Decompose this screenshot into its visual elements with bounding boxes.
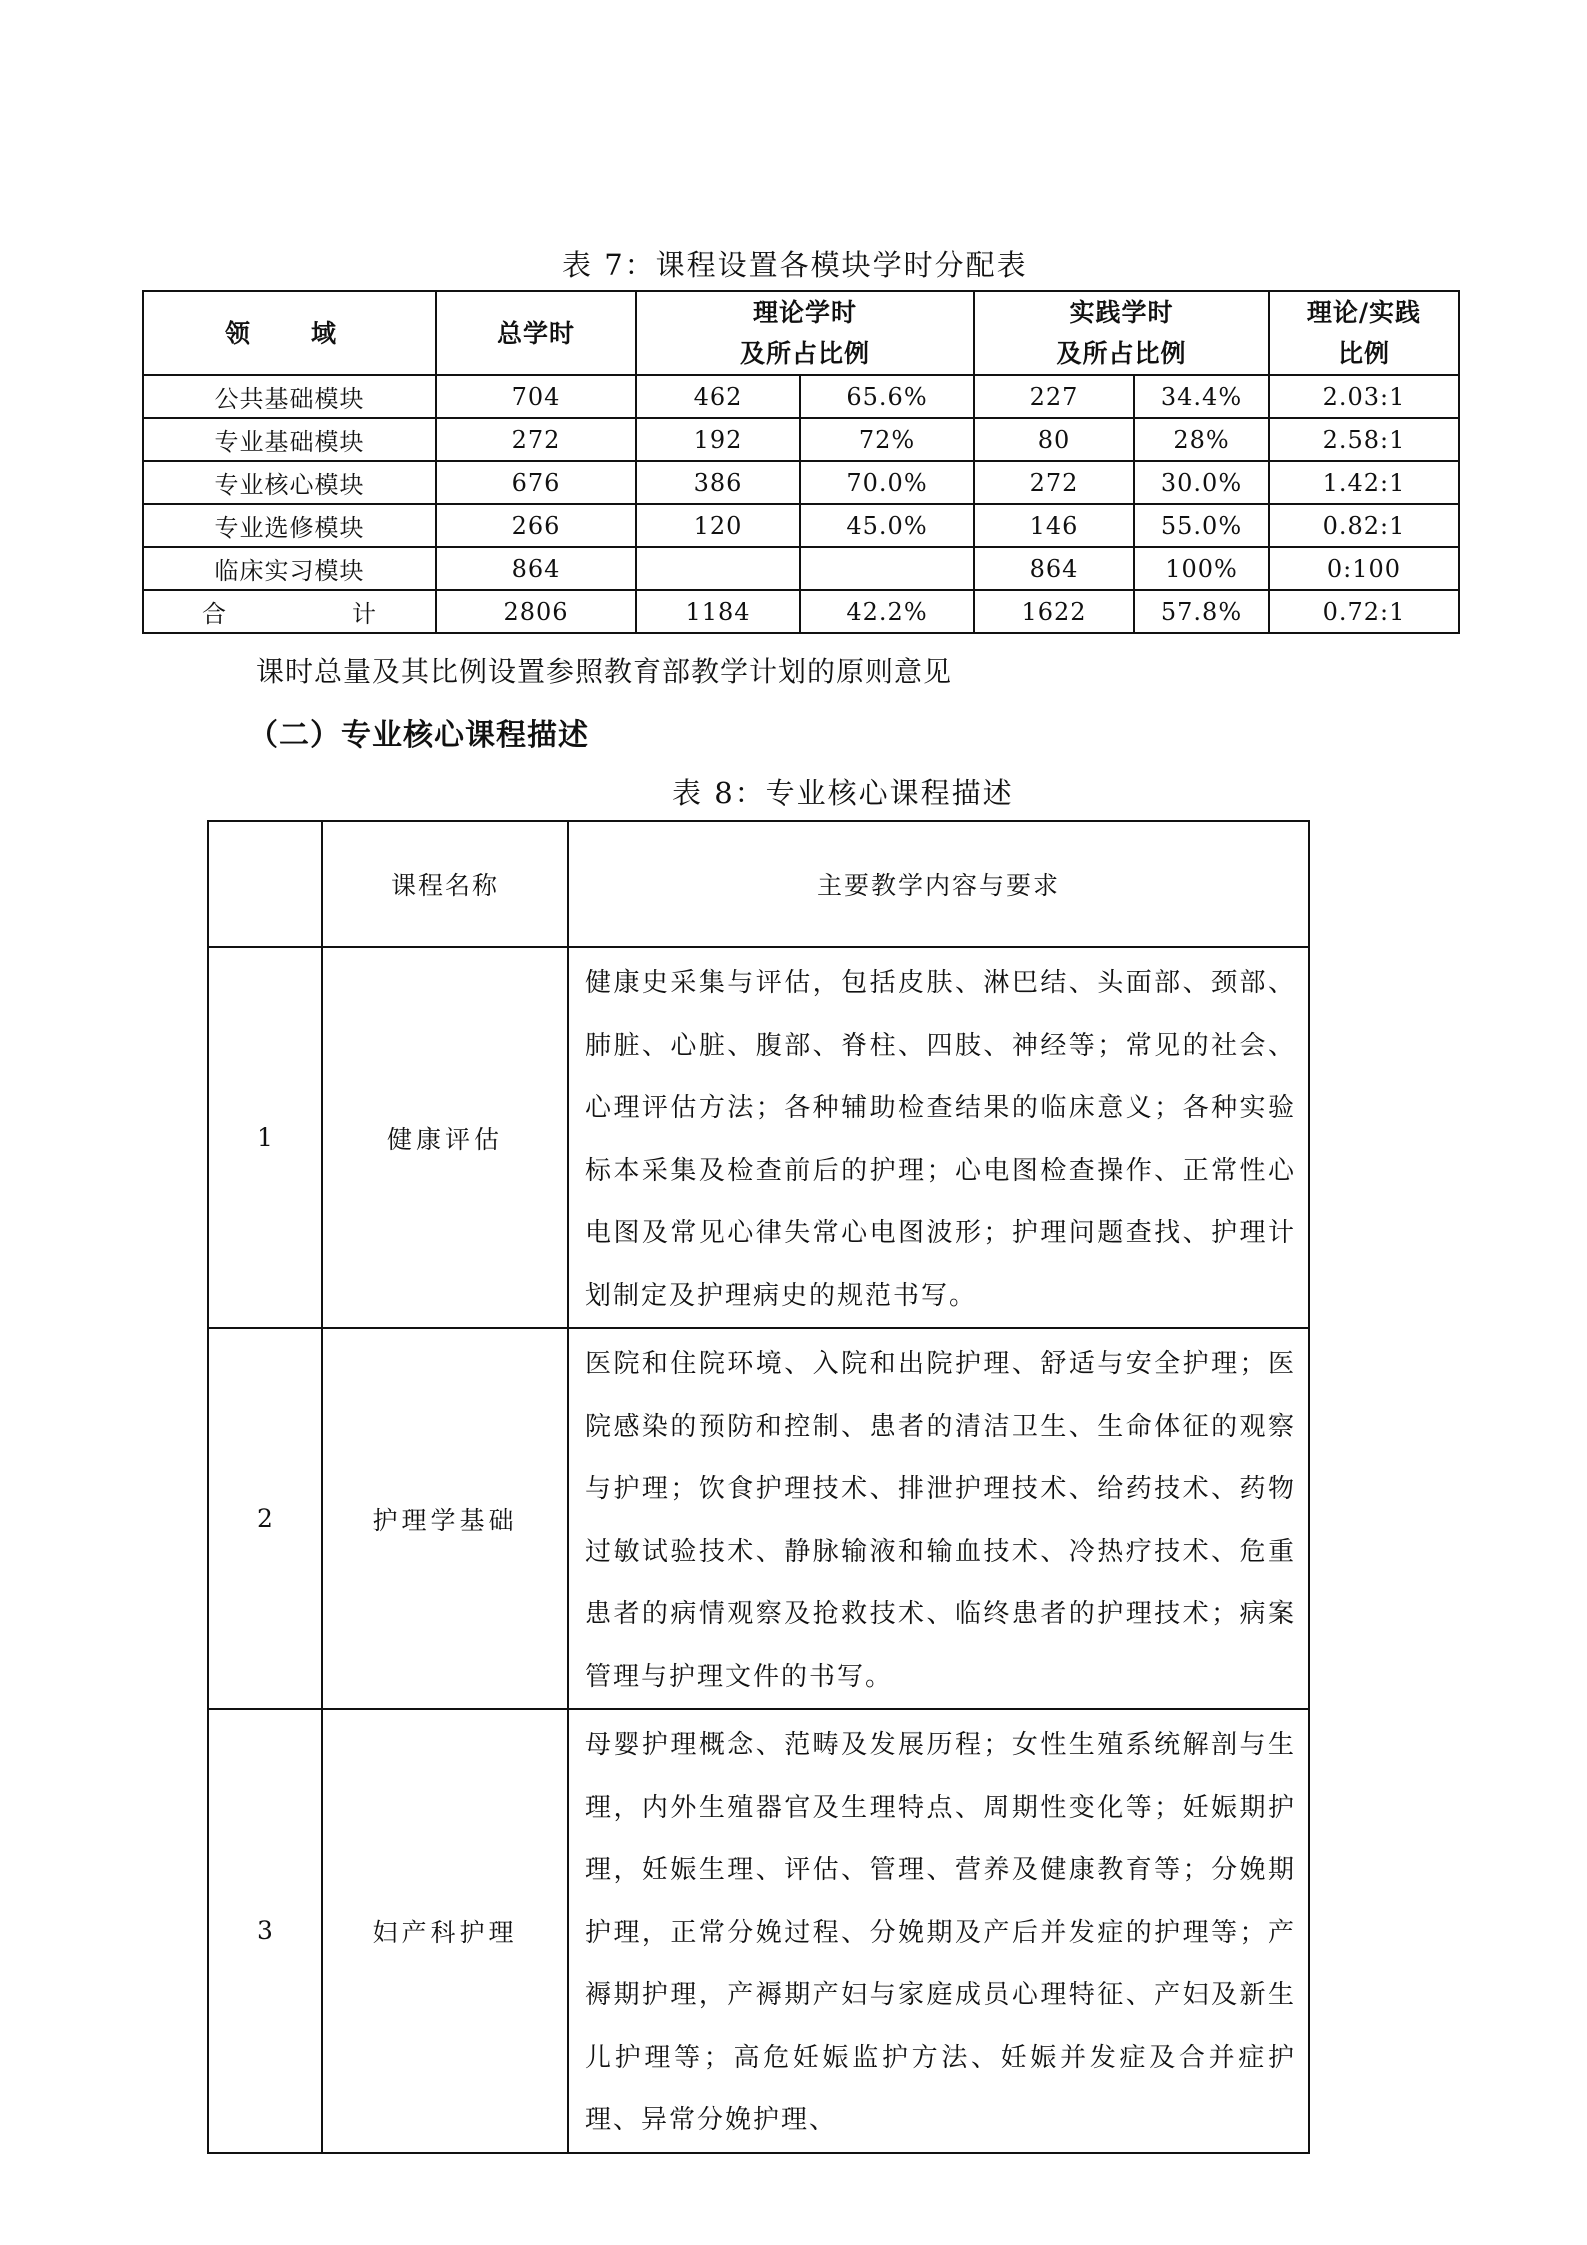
cell-domain: 临床实习模块 bbox=[143, 547, 436, 590]
note-paragraph: 课时总量及其比例设置参照教育部教学计划的原则意见 bbox=[256, 655, 953, 688]
module-hours-table bbox=[142, 290, 1460, 634]
cell-practice-hours: 1622 bbox=[974, 590, 1134, 633]
cell-domain: 专业基础模块 bbox=[143, 418, 436, 461]
cell-total: 676 bbox=[436, 461, 636, 504]
cell-theory-pct: 65.6% bbox=[800, 375, 974, 418]
core-course-table bbox=[207, 820, 1310, 2154]
table-row bbox=[143, 504, 1459, 547]
course-content: 健康史采集与评估，包括皮肤、淋巴结、头面部、颈部、肺脏、心脏、腹部、脊柱、四肢、神经等；常见的社会、心理评估方法；各种辅助检查结果的临床意义；各种实验标本采集及检查前后的护理；心电图检查操作、正常性心电图及常见心律失常心电图波形；护理问题查找、护理计划制定及护理病史的规范书写。 bbox=[568, 947, 1309, 1328]
table-row bbox=[143, 547, 1459, 590]
cell-theory-hours: 1184 bbox=[636, 590, 800, 633]
cell-total: 704 bbox=[436, 375, 636, 418]
table8-caption: 表 8：专业核心课程描述 bbox=[672, 776, 1014, 810]
cell-practice-hours: 80 bbox=[974, 418, 1134, 461]
header-practice-hours: 实践学时 及所占比例 bbox=[974, 291, 1269, 375]
cell-practice-hours: 272 bbox=[974, 461, 1134, 504]
cell-domain: 合 计 bbox=[143, 590, 436, 633]
cell-theory-pct: 70.0% bbox=[800, 461, 974, 504]
course-index: 1 bbox=[208, 947, 322, 1328]
cell-practice-pct: 30.0% bbox=[1134, 461, 1269, 504]
table-row bbox=[143, 418, 1459, 461]
cell-practice-pct: 55.0% bbox=[1134, 504, 1269, 547]
table-row bbox=[208, 947, 1309, 1328]
cell-total: 272 bbox=[436, 418, 636, 461]
cell-theory-hours bbox=[636, 547, 800, 590]
table-header-row bbox=[143, 291, 1459, 375]
course-name: 护理学基础 bbox=[322, 1328, 568, 1709]
table-header-row bbox=[208, 821, 1309, 947]
cell-ratio: 0.72:1 bbox=[1269, 590, 1459, 633]
cell-practice-pct: 34.4% bbox=[1134, 375, 1269, 418]
course-index: 2 bbox=[208, 1328, 322, 1709]
cell-practice-hours: 146 bbox=[974, 504, 1134, 547]
cell-practice-hours: 227 bbox=[974, 375, 1134, 418]
header-course-name: 课程名称 bbox=[322, 821, 568, 947]
cell-domain: 专业核心模块 bbox=[143, 461, 436, 504]
cell-theory-hours: 192 bbox=[636, 418, 800, 461]
cell-theory-pct bbox=[800, 547, 974, 590]
cell-practice-pct: 28% bbox=[1134, 418, 1269, 461]
header-domain: 领 域 bbox=[143, 291, 436, 375]
cell-theory-pct: 42.2% bbox=[800, 590, 974, 633]
cell-domain: 专业选修模块 bbox=[143, 504, 436, 547]
cell-practice-hours: 864 bbox=[974, 547, 1134, 590]
table7-caption: 表 7：课程设置各模块学时分配表 bbox=[562, 248, 1028, 282]
cell-total: 266 bbox=[436, 504, 636, 547]
section-heading: （二）专业核心课程描述 bbox=[248, 718, 589, 753]
table-row bbox=[208, 1328, 1309, 1709]
header-index bbox=[208, 821, 322, 947]
cell-theory-hours: 386 bbox=[636, 461, 800, 504]
cell-total: 864 bbox=[436, 547, 636, 590]
cell-practice-pct: 57.8% bbox=[1134, 590, 1269, 633]
cell-theory-pct: 45.0% bbox=[800, 504, 974, 547]
header-ratio: 理论/实践 比例 bbox=[1269, 291, 1459, 375]
course-content: 医院和住院环境、入院和出院护理、舒适与安全护理；医院感染的预防和控制、患者的清洁卫生、生命体征的观察与护理；饮食护理技术、排泄护理技术、给药技术、药物过敏试验技术、静脉输液和输血技术、冷热疗技术、危重患者的病情观察及抢救技术、临终患者的护理技术；病案管理与护理文件的书写。 bbox=[568, 1328, 1309, 1709]
cell-ratio: 0.82:1 bbox=[1269, 504, 1459, 547]
header-content: 主要教学内容与要求 bbox=[568, 821, 1309, 947]
header-total-hours: 总学时 bbox=[436, 291, 636, 375]
table-row bbox=[143, 375, 1459, 418]
course-name: 健康评估 bbox=[322, 947, 568, 1328]
cell-practice-pct: 100% bbox=[1134, 547, 1269, 590]
cell-ratio: 0:100 bbox=[1269, 547, 1459, 590]
cell-theory-hours: 462 bbox=[636, 375, 800, 418]
course-content: 母婴护理概念、范畴及发展历程；女性生殖系统解剖与生理，内外生殖器官及生理特点、周期性变化等；妊娠期护理，妊娠生理、评估、管理、营养及健康教育等；分娩期护理，正常分娩过程、分娩期及产后并发症的护理等；产褥期护理，产褥期产妇与家庭成员心理特征、产妇及新生儿护理等；高危妊娠监护方法、妊娠并发症及合并症护理、异常分娩护理、 bbox=[568, 1709, 1309, 2153]
header-theory-hours: 理论学时 及所占比例 bbox=[636, 291, 974, 375]
cell-total: 2806 bbox=[436, 590, 636, 633]
course-index: 3 bbox=[208, 1709, 322, 2153]
cell-ratio: 2.58:1 bbox=[1269, 418, 1459, 461]
cell-ratio: 2.03:1 bbox=[1269, 375, 1459, 418]
cell-domain: 公共基础模块 bbox=[143, 375, 436, 418]
cell-theory-hours: 120 bbox=[636, 504, 800, 547]
table-row bbox=[208, 1709, 1309, 2153]
table-total-row bbox=[143, 590, 1459, 633]
table-row bbox=[143, 461, 1459, 504]
course-name: 妇产科护理 bbox=[322, 1709, 568, 2153]
cell-ratio: 1.42:1 bbox=[1269, 461, 1459, 504]
cell-theory-pct: 72% bbox=[800, 418, 974, 461]
